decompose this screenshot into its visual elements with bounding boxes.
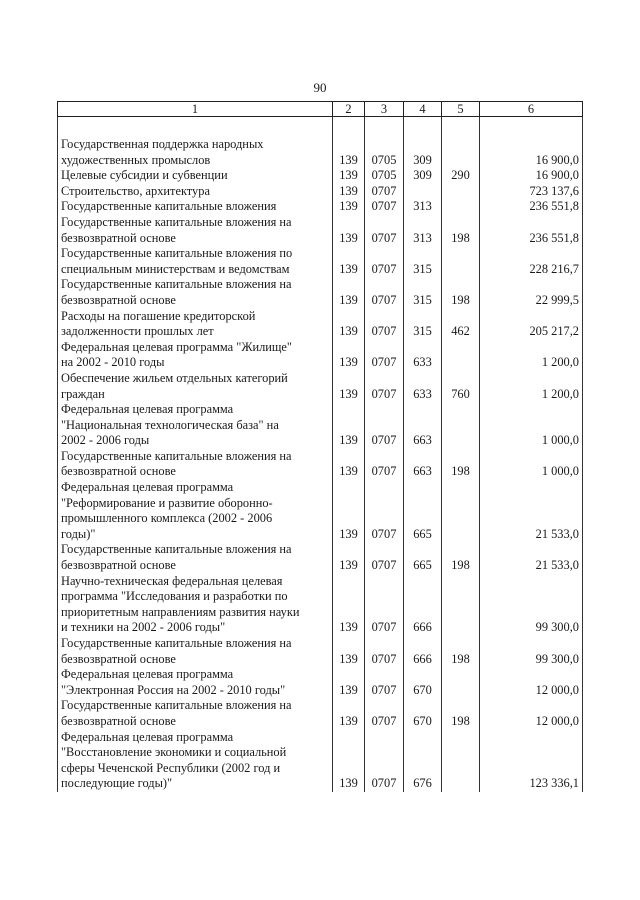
- row-expense-code: 198: [442, 698, 480, 729]
- row-name-line: Федеральная целевая программа: [61, 480, 234, 495]
- row-expense-code: 290: [442, 168, 480, 184]
- row-expense-code: [442, 402, 480, 449]
- spacer-row: [58, 117, 583, 138]
- row-amount: 236 551,8: [480, 215, 583, 246]
- row-section-code: 0707: [365, 309, 404, 340]
- row-amount: 228 216,7: [480, 246, 583, 277]
- row-expense-code: [442, 199, 480, 215]
- row-expense-code: 760: [442, 371, 480, 402]
- row-section-code: 0707: [365, 402, 404, 449]
- row-name-line: Государственные капитальные вложения: [61, 199, 277, 214]
- row-name: [58, 246, 333, 277]
- row-ministry-code: 139: [333, 480, 365, 542]
- row-name-line: задолженности прошлых лет: [61, 324, 214, 339]
- row-article-code: 313: [404, 199, 442, 215]
- row-expense-code: [442, 574, 480, 636]
- row-section-code: 0707: [365, 184, 404, 200]
- row-name: [58, 449, 333, 480]
- header-row: [58, 102, 583, 117]
- table-row: [58, 137, 583, 168]
- row-article-code: 663: [404, 402, 442, 449]
- row-name: [58, 698, 333, 729]
- row-ministry-code: 139: [333, 698, 365, 729]
- header-col-1: 1: [58, 102, 333, 117]
- row-section-code: 0707: [365, 371, 404, 402]
- row-article-code: 670: [404, 698, 442, 729]
- row-expense-code: [442, 184, 480, 200]
- row-ministry-code: 139: [333, 402, 365, 449]
- row-amount: 236 551,8: [480, 199, 583, 215]
- row-amount: 1 000,0: [480, 449, 583, 480]
- row-name: [58, 277, 333, 308]
- row-name: [58, 137, 333, 168]
- row-name-line: Обеспечение жильем отдельных категорий: [61, 370, 288, 385]
- table-row: [58, 277, 583, 308]
- table-row: [58, 168, 583, 184]
- row-name-line: безвозвратной основе: [61, 464, 176, 479]
- row-section-code: 0707: [365, 246, 404, 277]
- row-section-code: 0707: [365, 215, 404, 246]
- row-name-line: программа "Исследования и разработки по: [61, 589, 288, 604]
- row-name-line: "Восстановление экономики и социальной: [61, 745, 287, 760]
- row-name: [58, 168, 333, 184]
- row-name-line: "Реформирование и развитие оборонно-: [61, 495, 273, 510]
- row-ministry-code: 139: [333, 246, 365, 277]
- row-name-line: "Электронная Россия на 2002 - 2010 годы": [61, 682, 286, 697]
- row-name-line: граждан: [61, 386, 105, 401]
- row-name-line: безвозвратной основе: [61, 292, 176, 307]
- row-expense-code: 198: [442, 542, 480, 573]
- header-col-5: 5: [442, 102, 480, 117]
- row-article-code: 666: [404, 574, 442, 636]
- row-name-line: 2002 - 2006 годы: [61, 433, 150, 448]
- row-section-code: 0707: [365, 667, 404, 698]
- row-name-line: Государственные капитальные вложения на: [61, 448, 292, 463]
- row-name: [58, 730, 333, 792]
- table-row: [58, 480, 583, 542]
- table-row: [58, 215, 583, 246]
- row-expense-code: [442, 340, 480, 371]
- row-amount: 21 533,0: [480, 542, 583, 573]
- header-col-2: 2: [333, 102, 365, 117]
- row-amount: 723 137,6: [480, 184, 583, 200]
- row-amount: 22 999,5: [480, 277, 583, 308]
- row-section-code: 0707: [365, 449, 404, 480]
- row-name-line: безвозвратной основе: [61, 713, 176, 728]
- row-ministry-code: 139: [333, 542, 365, 573]
- row-ministry-code: 139: [333, 215, 365, 246]
- row-expense-code: [442, 246, 480, 277]
- row-name-line: и техники на 2002 - 2006 годы": [61, 620, 226, 635]
- row-amount: 1 200,0: [480, 371, 583, 402]
- row-name-line: Государственные капитальные вложения на: [61, 698, 292, 713]
- row-name-line: Целевые субсидии и субвенции: [61, 168, 228, 183]
- table-row: [58, 371, 583, 402]
- page-number: 90: [313, 80, 327, 95]
- row-name-line: Научно-техническая федеральная целевая: [61, 573, 283, 588]
- row-amount: 1 200,0: [480, 340, 583, 371]
- row-name: [58, 402, 333, 449]
- row-ministry-code: 139: [333, 449, 365, 480]
- row-name-line: годы)": [61, 526, 96, 541]
- row-article-code: 666: [404, 636, 442, 667]
- row-name: [58, 480, 333, 542]
- row-name-line: Государственные капитальные вложения на: [61, 542, 292, 557]
- row-name-line: промышленного комплекса (2002 - 2006: [61, 511, 273, 526]
- row-expense-code: [442, 730, 480, 792]
- row-amount: 123 336,1: [480, 730, 583, 792]
- row-ministry-code: 139: [333, 371, 365, 402]
- row-name-line: безвозвратной основе: [61, 651, 176, 666]
- row-ministry-code: 139: [333, 137, 365, 168]
- header-col-4: 4: [404, 102, 442, 117]
- row-name-line: "Национальная технологическая база" на: [61, 417, 279, 432]
- row-expense-code: [442, 137, 480, 168]
- table-row: [58, 246, 583, 277]
- header-col-3: 3: [365, 102, 404, 117]
- row-name: [58, 199, 333, 215]
- table-row: [58, 730, 583, 792]
- budget-table: [57, 101, 583, 792]
- row-amount: 205 217,2: [480, 309, 583, 340]
- row-section-code: 0707: [365, 574, 404, 636]
- row-ministry-code: 139: [333, 199, 365, 215]
- row-name: [58, 309, 333, 340]
- row-name: [58, 340, 333, 371]
- table-row: [58, 698, 583, 729]
- row-name-line: безвозвратной основе: [61, 558, 176, 573]
- row-name-line: Расходы на погашение кредиторской: [61, 308, 256, 323]
- row-name-line: Государственные капитальные вложения на: [61, 636, 292, 650]
- row-name-line: Строительство, архитектура: [61, 183, 210, 198]
- row-article-code: 663: [404, 449, 442, 480]
- row-article-code: 665: [404, 542, 442, 573]
- row-name: [58, 574, 333, 636]
- row-section-code: 0707: [365, 636, 404, 667]
- row-article-code: 309: [404, 168, 442, 184]
- row-section-code: 0707: [365, 199, 404, 215]
- row-ministry-code: 139: [333, 168, 365, 184]
- row-amount: 1 000,0: [480, 402, 583, 449]
- row-name-line: на 2002 - 2010 годы: [61, 355, 165, 370]
- row-name-line: приоритетным направлениям развития науки: [61, 604, 300, 619]
- row-name-line: Государственные капитальные вложения на: [61, 214, 292, 229]
- row-section-code: 0707: [365, 340, 404, 371]
- table-header: [58, 102, 583, 117]
- row-ministry-code: 139: [333, 309, 365, 340]
- row-section-code: 0705: [365, 168, 404, 184]
- row-name: [58, 371, 333, 402]
- row-article-code: 670: [404, 667, 442, 698]
- table-body: [58, 117, 583, 792]
- row-name-line: безвозвратной основе: [61, 230, 176, 245]
- table-row: [58, 636, 583, 667]
- row-name-line: Федеральная целевая программа: [61, 402, 234, 417]
- row-section-code: 0707: [365, 480, 404, 542]
- row-expense-code: 198: [442, 449, 480, 480]
- row-article-code: 665: [404, 480, 442, 542]
- row-name-line: Государственная поддержка народных: [61, 137, 264, 151]
- row-amount: 12 000,0: [480, 667, 583, 698]
- row-name-line: специальным министерствам и ведомствам: [61, 261, 290, 276]
- table-row: [58, 574, 583, 636]
- row-article-code: 315: [404, 277, 442, 308]
- row-ministry-code: 139: [333, 184, 365, 200]
- row-section-code: 0705: [365, 137, 404, 168]
- row-amount: 16 900,0: [480, 137, 583, 168]
- row-article-code: 315: [404, 246, 442, 277]
- row-amount: 12 000,0: [480, 698, 583, 729]
- row-name-line: последующие годы)": [61, 776, 173, 791]
- row-section-code: 0707: [365, 730, 404, 792]
- table-row: [58, 402, 583, 449]
- row-section-code: 0707: [365, 698, 404, 729]
- row-name-line: Федеральная целевая программа: [61, 729, 234, 744]
- row-amount: 21 533,0: [480, 480, 583, 542]
- row-name-line: Федеральная целевая программа "Жилище": [61, 339, 292, 354]
- row-expense-code: 198: [442, 277, 480, 308]
- row-ministry-code: 139: [333, 340, 365, 371]
- row-article-code: 633: [404, 340, 442, 371]
- row-article-code: 313: [404, 215, 442, 246]
- row-expense-code: 462: [442, 309, 480, 340]
- row-name-line: Государственные капитальные вложения на: [61, 277, 292, 292]
- row-ministry-code: 139: [333, 574, 365, 636]
- row-name-line: Государственные капитальные вложения по: [61, 246, 293, 261]
- row-article-code: [404, 184, 442, 200]
- row-article-code: 315: [404, 309, 442, 340]
- row-section-code: 0707: [365, 277, 404, 308]
- row-name: [58, 636, 333, 667]
- row-expense-code: 198: [442, 215, 480, 246]
- row-name: [58, 184, 333, 200]
- row-name-line: сферы Чеченской Республики (2002 год и: [61, 760, 281, 775]
- row-amount: 99 300,0: [480, 636, 583, 667]
- row-ministry-code: 139: [333, 730, 365, 792]
- row-amount: 99 300,0: [480, 574, 583, 636]
- row-article-code: 676: [404, 730, 442, 792]
- row-expense-code: [442, 667, 480, 698]
- row-name: [58, 215, 333, 246]
- row-article-code: 309: [404, 137, 442, 168]
- table-row: [58, 309, 583, 340]
- row-name: [58, 667, 333, 698]
- row-ministry-code: 139: [333, 277, 365, 308]
- row-name-line: художественных промыслов: [61, 152, 211, 167]
- row-ministry-code: 139: [333, 667, 365, 698]
- row-section-code: 0707: [365, 542, 404, 573]
- row-amount: 16 900,0: [480, 168, 583, 184]
- table-row: [58, 199, 583, 215]
- row-article-code: 633: [404, 371, 442, 402]
- header-col-6: 6: [480, 102, 583, 117]
- table-row: [58, 449, 583, 480]
- table-row: [58, 184, 583, 200]
- row-expense-code: 198: [442, 636, 480, 667]
- table-row: [58, 542, 583, 573]
- table-row: [58, 340, 583, 371]
- table-row: [58, 667, 583, 698]
- row-ministry-code: 139: [333, 636, 365, 667]
- row-name: [58, 542, 333, 573]
- row-expense-code: [442, 480, 480, 542]
- row-name-line: Федеральная целевая программа: [61, 667, 234, 682]
